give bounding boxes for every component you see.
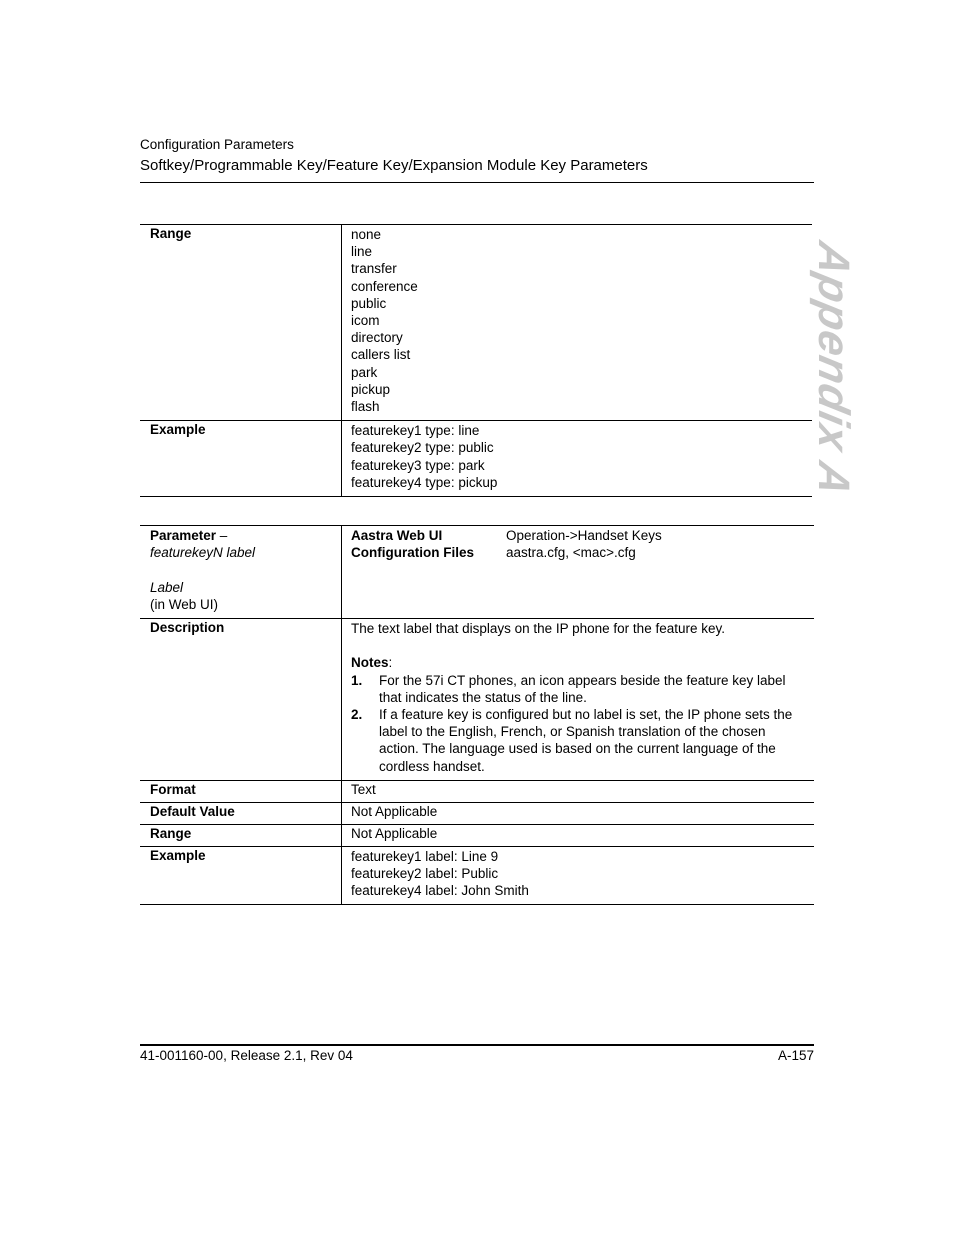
notes-colon: : (388, 655, 393, 671)
example-label: Example (140, 846, 342, 905)
header-rule (140, 182, 814, 183)
web-ui-suffix: (in Web UI) (150, 596, 219, 612)
format-value: Text (351, 781, 376, 797)
list-item: featurekey2 type: public (351, 440, 494, 456)
note-text: If a feature key is configured but no label is set, the IP phone sets the label to the English, French, or Spanish translation of the chosen action. The language used is based on the current language of the cordless handset. (379, 707, 793, 774)
list-item: callers list (351, 347, 411, 363)
range-label: Range (140, 824, 342, 846)
parameter-cell (140, 526, 342, 619)
example-values (342, 846, 815, 905)
appendix-side-tab (809, 237, 872, 501)
list-item: public (351, 295, 387, 311)
list-item: featurekey2 label: Public (351, 866, 499, 882)
range-values (342, 225, 813, 421)
list-item: featurekey4 type: pickup (351, 474, 498, 490)
table-row (140, 225, 812, 421)
description-cell (342, 619, 815, 781)
table-row (140, 421, 812, 497)
list-item: featurekey4 label: John Smith (351, 883, 529, 899)
appendix-label: Appendix A (809, 237, 858, 501)
list-item: featurekey1 label: Line 9 (351, 848, 499, 864)
footer-rule (140, 1044, 814, 1046)
running-header-section: Configuration Parameters (140, 137, 294, 152)
table-row (140, 526, 814, 619)
list-item: featurekey3 type: park (351, 457, 485, 473)
default-value-label: Default Value (140, 802, 342, 824)
table-row (140, 802, 814, 824)
note-text: For the 57i CT phones, an icon appears beside the feature key label that indicates the status of the line. (379, 672, 786, 705)
example-values (342, 421, 813, 497)
list-item: icom (351, 313, 380, 329)
config-files-value: aastra.cfg, <mac>.cfg (506, 545, 636, 561)
note-number: 1. (351, 672, 363, 688)
notes-label: Notes (351, 655, 389, 671)
range-value: Not Applicable (351, 825, 438, 841)
feature-key-type-table (140, 224, 812, 497)
range-label: Range (140, 225, 342, 421)
web-ui-value: Operation->Handset Keys (506, 528, 662, 543)
list-item: conference (351, 278, 418, 294)
running-header-title: Softkey/Programmable Key/Feature Key/Expansion Module Key Parameters (140, 157, 648, 174)
parameter-name: featurekeyN label (150, 545, 256, 561)
page-number: A-157 (777, 1048, 814, 1063)
list-item: none (351, 227, 382, 242)
list-item: line (351, 244, 373, 260)
list-item: featurekey1 type: line (351, 423, 480, 439)
description-text: The text label that displays on the IP phone for the feature key. (351, 621, 725, 637)
default-value: Not Applicable (351, 803, 438, 819)
table-row (140, 780, 814, 802)
config-files-key: Configuration Files (351, 545, 474, 561)
table-row (140, 846, 814, 905)
web-ui-label-name: Label (150, 579, 184, 595)
list-item: directory (351, 330, 403, 346)
list-item (351, 672, 806, 706)
parameter-dash: – (216, 528, 228, 543)
description-label: Description (140, 619, 342, 781)
list-item: pickup (351, 381, 391, 397)
parameter-label: Parameter (150, 528, 217, 543)
list-item: flash (351, 399, 380, 415)
location-cell (342, 526, 815, 619)
note-number: 2. (351, 707, 363, 723)
table-row (140, 619, 814, 781)
web-ui-key: Aastra Web UI (351, 528, 443, 543)
example-label: Example (140, 421, 342, 497)
format-label: Format (140, 780, 342, 802)
feature-key-label-table (140, 525, 814, 905)
list-item (351, 706, 806, 775)
list-item: transfer (351, 261, 397, 277)
footer-doc-id: 41-001160-00, Release 2.1, Rev 04 (140, 1048, 353, 1063)
list-item: park (351, 364, 378, 380)
table-row (140, 824, 814, 846)
